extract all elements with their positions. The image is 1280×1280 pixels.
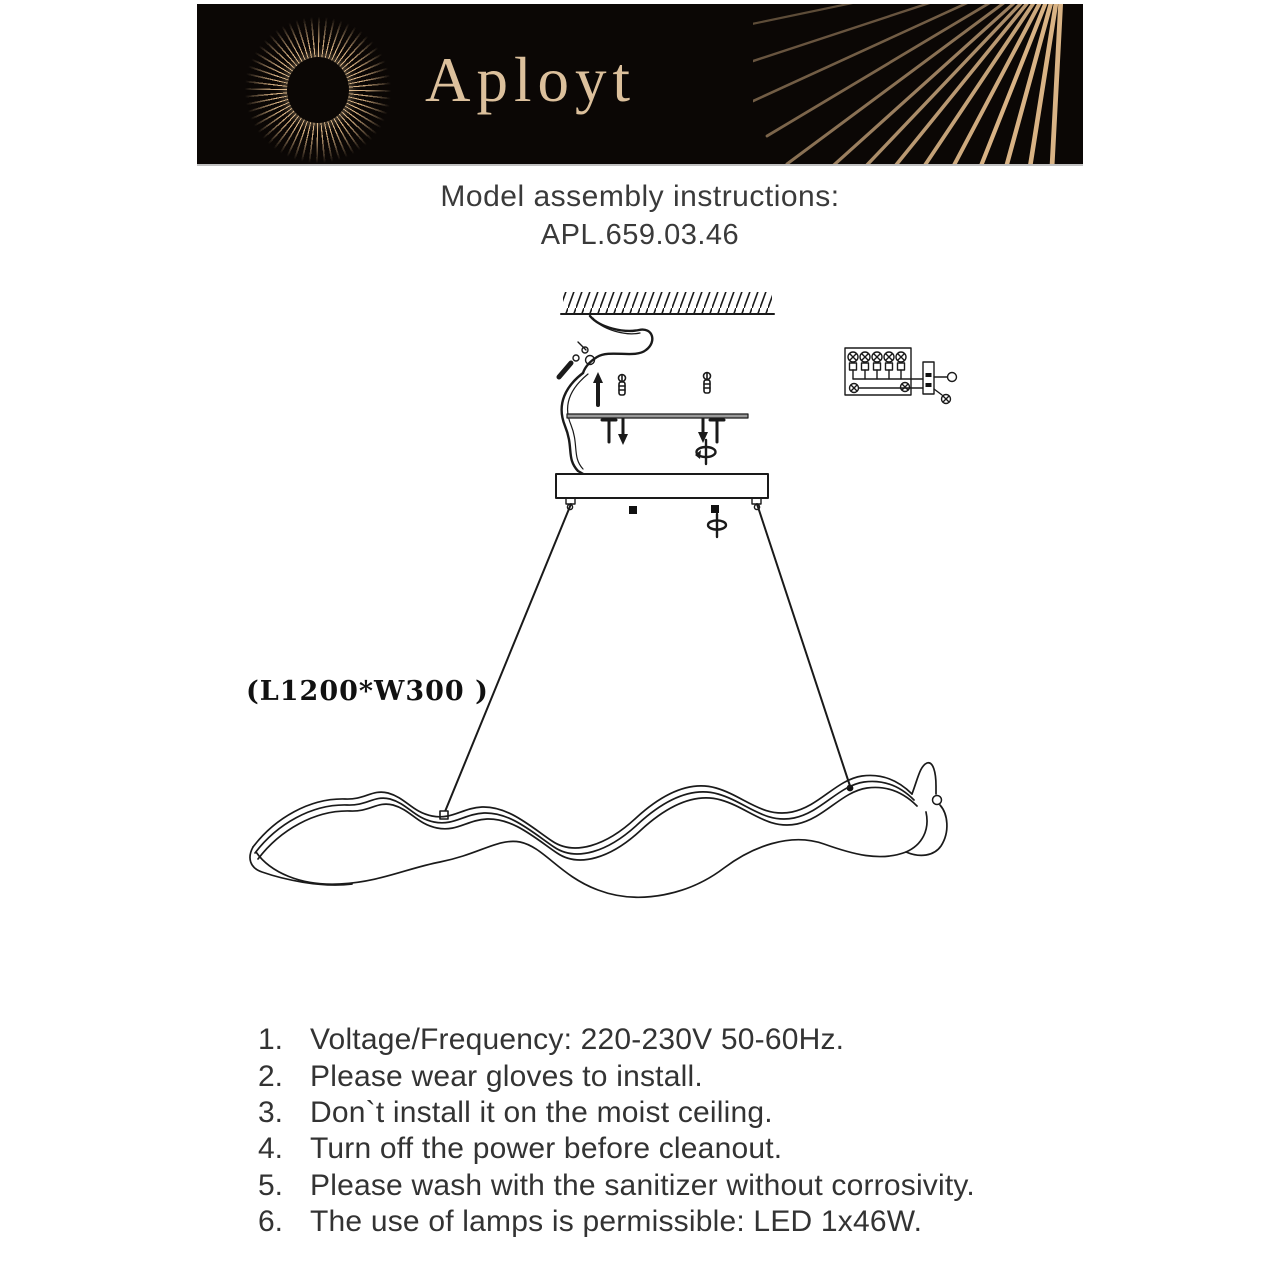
cable-connector bbox=[440, 811, 448, 819]
brand-banner bbox=[197, 4, 1083, 164]
list-item bbox=[258, 1095, 975, 1131]
up-arrow-icon bbox=[593, 372, 603, 405]
mounting-bracket bbox=[567, 414, 748, 418]
list-item-number: 1. bbox=[258, 1023, 284, 1057]
suspension-cable-right bbox=[757, 504, 850, 786]
list-item-number: 2. bbox=[258, 1059, 284, 1093]
black-square-marker bbox=[629, 506, 637, 514]
rotate-screw-icon bbox=[708, 514, 726, 537]
suspension-cable-left bbox=[444, 504, 571, 814]
list-item bbox=[258, 1058, 975, 1094]
power-cable bbox=[559, 316, 652, 475]
model-number: APL.659.03.46 bbox=[540, 219, 740, 251]
list-item-text: Please wash with the sanitizer without corrosivity. bbox=[310, 1168, 975, 1202]
list-item bbox=[258, 1168, 975, 1204]
list-item-text: Don`t install it on the moist ceiling. bbox=[310, 1095, 773, 1129]
document-title bbox=[0, 180, 1280, 252]
brand-logo-text: Aployt bbox=[425, 45, 637, 115]
instructions-list bbox=[258, 1022, 975, 1240]
ceiling-hatch bbox=[561, 292, 774, 314]
title-line: Model assembly instructions: bbox=[440, 180, 840, 213]
list-item bbox=[258, 1131, 975, 1167]
list-item-number: 3. bbox=[258, 1095, 284, 1129]
list-item bbox=[258, 1204, 975, 1240]
list-item-number: 6. bbox=[258, 1205, 284, 1239]
lamp-ribbon bbox=[250, 763, 947, 897]
anchor-screw-icon bbox=[704, 373, 711, 394]
ray-fan-icon bbox=[753, 4, 1083, 164]
list-item-text: Voltage/Frequency: 220-230V 50-60Hz. bbox=[310, 1023, 845, 1057]
list-item-text: Turn off the power before cleanout. bbox=[310, 1132, 783, 1166]
terminal-wiring-diagram bbox=[845, 348, 957, 404]
list-item-number: 4. bbox=[258, 1132, 284, 1166]
canopy bbox=[556, 474, 768, 510]
list-item bbox=[258, 1022, 975, 1058]
list-item-text: Please wear gloves to install. bbox=[310, 1059, 703, 1093]
rotate-screw-icon bbox=[695, 440, 716, 464]
black-square-marker bbox=[711, 505, 719, 513]
anchor-screw-icon bbox=[619, 375, 626, 396]
dimension-label: (L1200*W300 ) bbox=[246, 676, 489, 707]
sunburst-icon bbox=[244, 16, 392, 164]
assembly-diagram-art bbox=[230, 280, 990, 940]
list-item-text: The use of lamps is permissible: LED 1x46W. bbox=[310, 1205, 923, 1239]
list-item-number: 5. bbox=[258, 1168, 284, 1202]
